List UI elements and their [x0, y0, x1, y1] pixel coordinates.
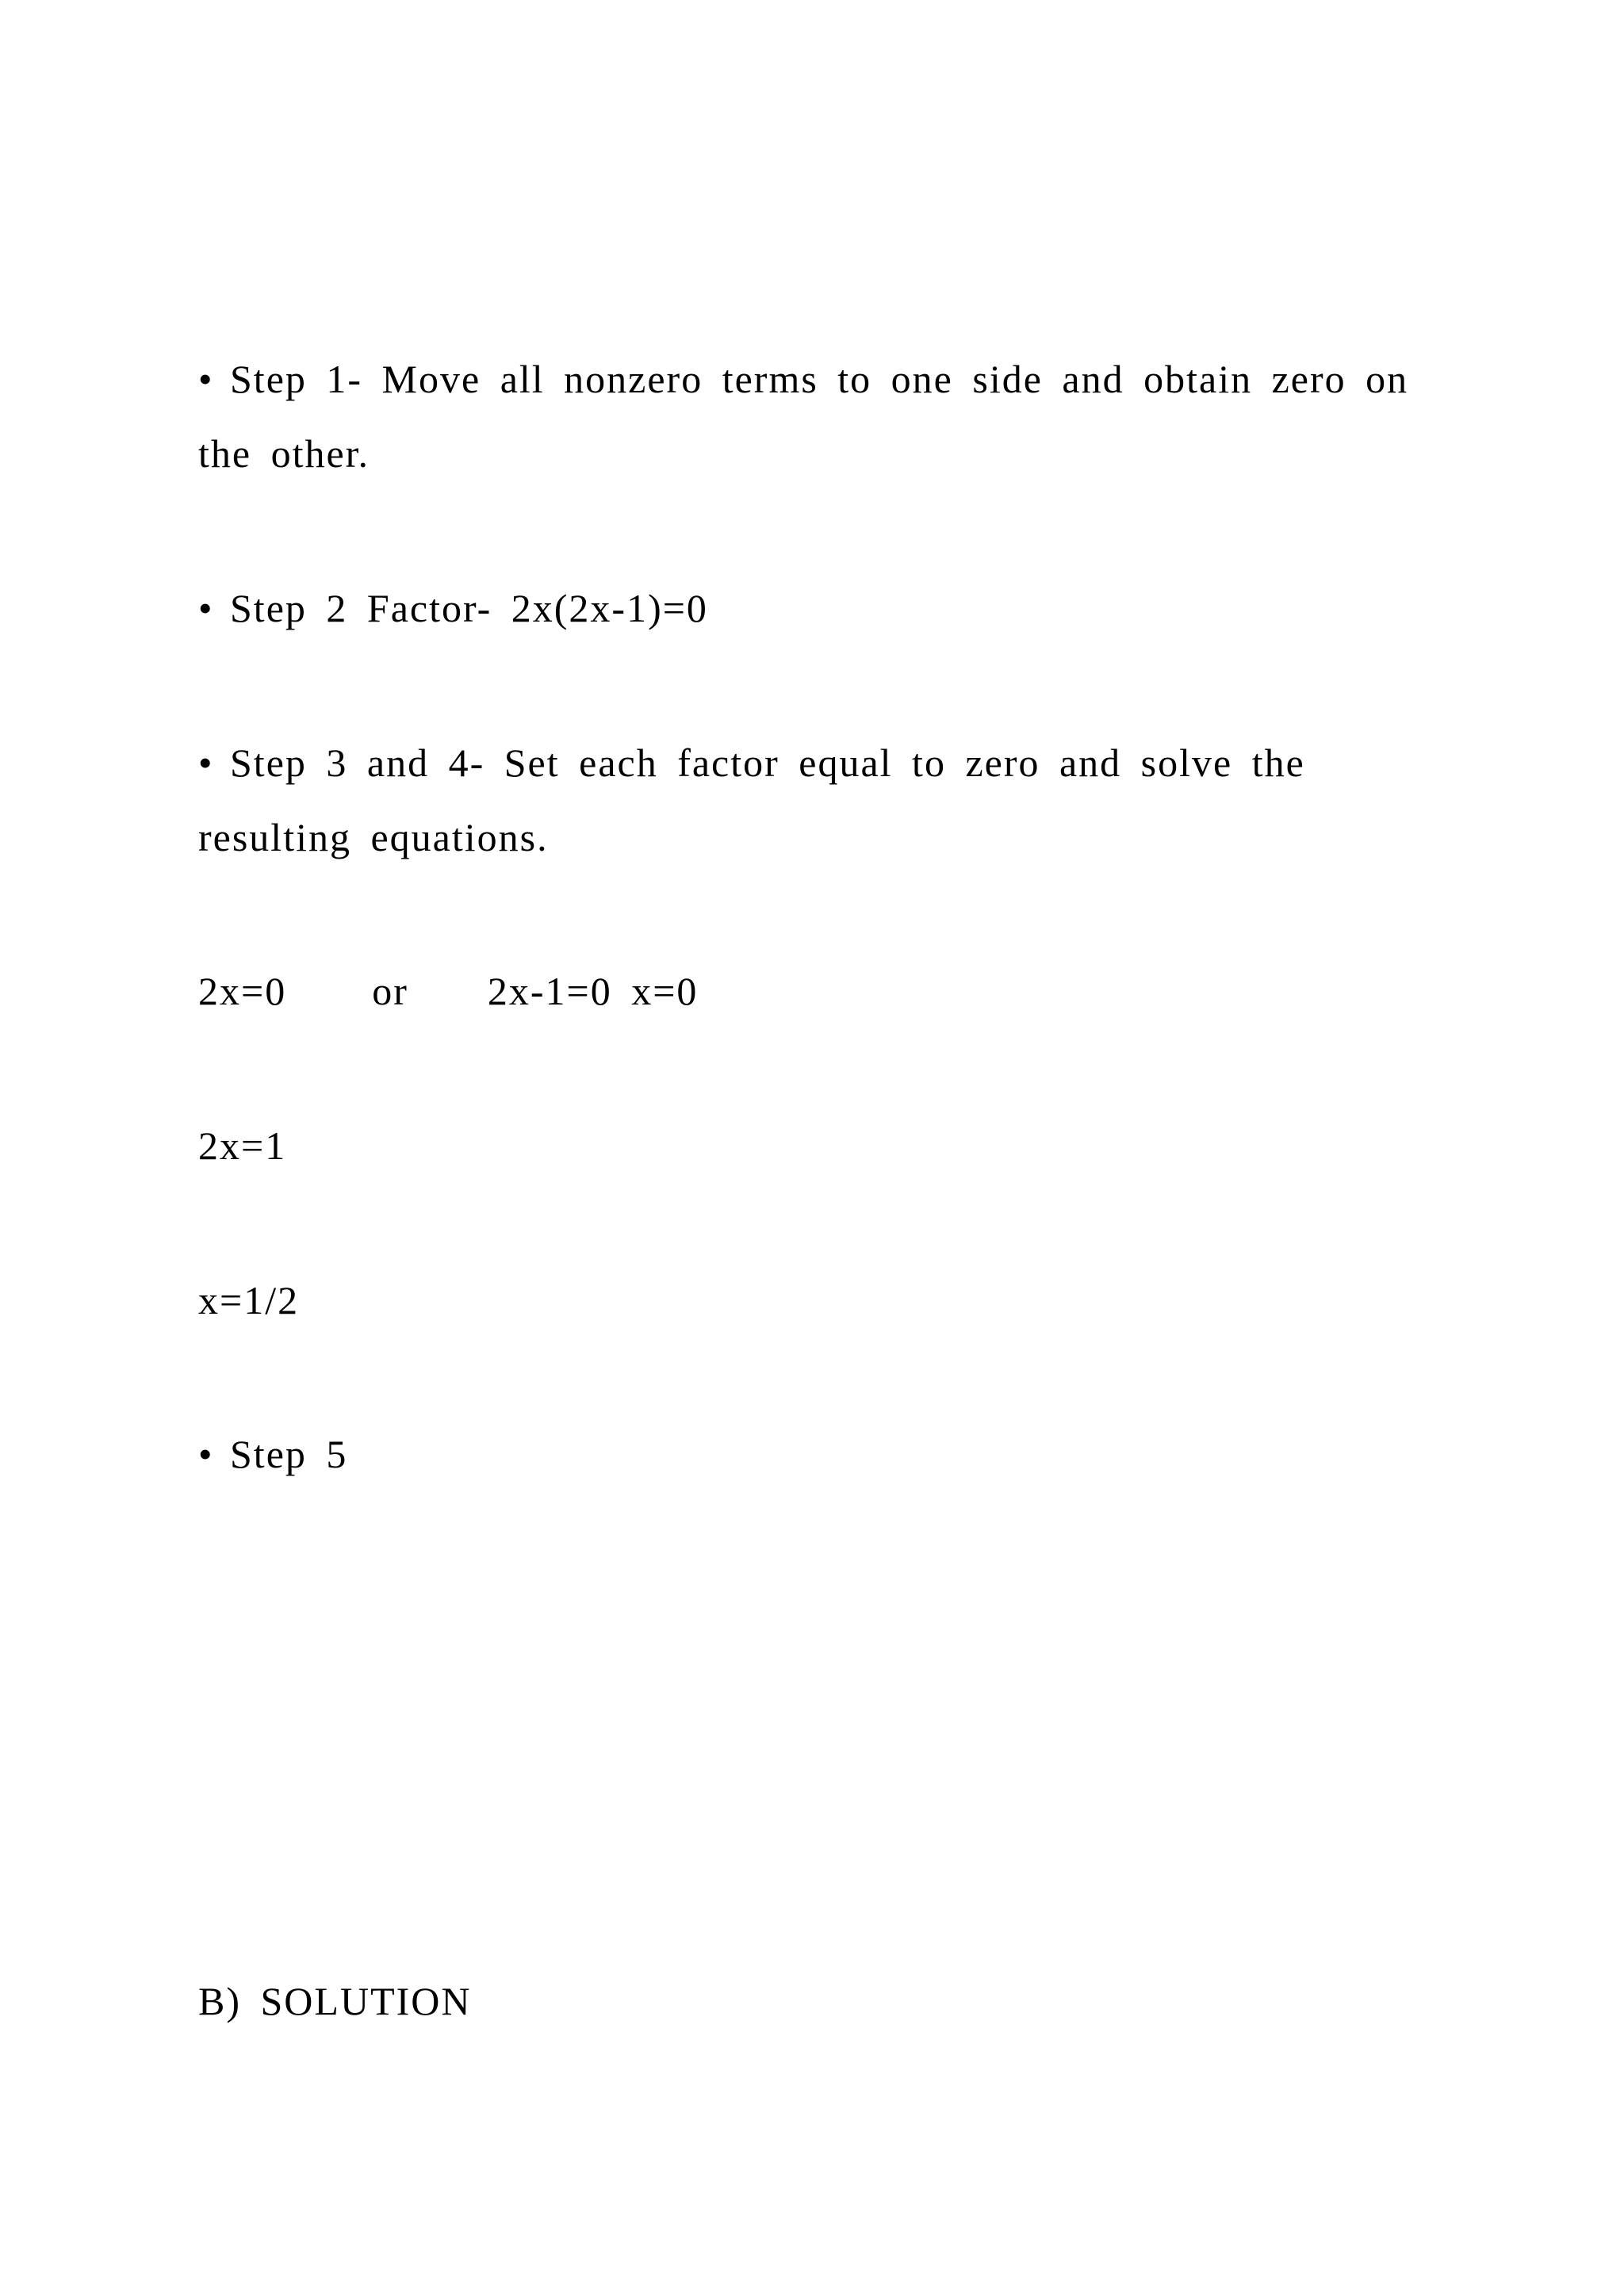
- step1-line2: the other.: [198, 431, 370, 476]
- equation-line-2: 2x=1: [198, 1123, 287, 1168]
- step1-text: Step 1- Move all nonzero terms to one side and obtain zero on: [230, 357, 1409, 401]
- step3-line2: resulting equations.: [198, 815, 549, 859]
- step5-text: Step 5: [230, 1432, 348, 1476]
- step3-line1: [198, 739, 1305, 786]
- equation-line-1: [198, 967, 698, 1015]
- equation-right: 2x-1=0 x=0: [487, 969, 699, 1013]
- bullet: •: [198, 357, 214, 401]
- step1-line1: [198, 355, 1408, 403]
- equation-line-3: x=1/2: [198, 1278, 300, 1322]
- bullet: •: [198, 1432, 214, 1476]
- section-heading: B) SOLUTION: [198, 1979, 472, 2023]
- step2-text: Step 2 Factor- 2x(2x-1)=0: [230, 586, 708, 630]
- equation-left: 2x=0: [198, 969, 287, 1013]
- step3-text: Step 3 and 4- Set each factor equal to zero and solve the: [230, 740, 1305, 785]
- bullet: •: [198, 586, 214, 630]
- step5-line: [198, 1430, 347, 1478]
- equation-connector: or: [372, 969, 408, 1013]
- step2-line: [198, 584, 708, 632]
- bullet: •: [198, 740, 214, 785]
